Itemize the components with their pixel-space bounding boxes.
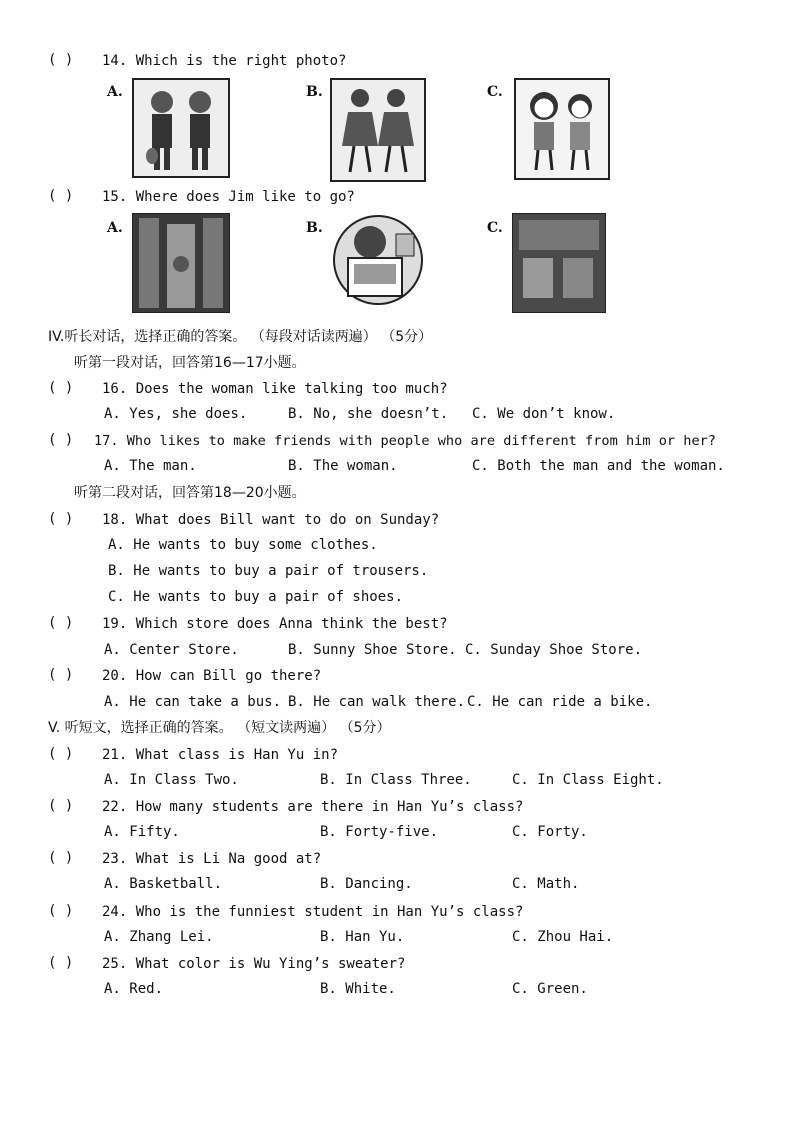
- boy-and-girl-icon: [516, 80, 608, 178]
- section-iv-part2: 听第二段对话，回答第18—20小题。: [74, 485, 306, 501]
- question-21-text: 21. What class is Han Yu in?: [102, 747, 339, 763]
- q23-option-a[interactable]: A. Basketball.: [104, 876, 223, 892]
- q16-option-c[interactable]: C. We don’t know.: [472, 406, 616, 422]
- q20-option-a[interactable]: A. He can take a bus.: [104, 694, 282, 710]
- answer-blank-23[interactable]: ( ): [48, 850, 74, 866]
- q22-option-a[interactable]: A. Fifty.: [104, 824, 180, 840]
- q22-option-b[interactable]: B. Forty-five.: [320, 824, 439, 840]
- bleed-through-text: [270, 100, 358, 116]
- answer-blank-15[interactable]: ( ): [48, 188, 74, 204]
- option-c-image[interactable]: [512, 213, 606, 313]
- question-14-text: 14. Which is the right photo?: [102, 53, 347, 69]
- q22-option-c[interactable]: C. Forty.: [512, 824, 588, 840]
- question-19-text: 19. Which store does Anna think the best?: [102, 616, 448, 632]
- q18-option-c[interactable]: C. He wants to buy a pair of shoes.: [108, 589, 404, 605]
- option-c-image[interactable]: [514, 78, 610, 180]
- option-a-label: A.: [107, 220, 123, 236]
- option-c-label: C.: [487, 84, 503, 100]
- option-b-image[interactable]: [330, 78, 426, 182]
- question-18-text: 18. What does Bill want to do on Sunday?: [102, 512, 440, 528]
- q17-option-b[interactable]: B. The woman.: [288, 458, 398, 474]
- answer-blank-21[interactable]: ( ): [48, 746, 74, 762]
- option-a-label: A.: [107, 84, 123, 100]
- option-b-label: B.: [306, 84, 323, 100]
- q24-option-b[interactable]: B. Han Yu.: [320, 929, 405, 945]
- q16-option-a[interactable]: A. Yes, she does.: [104, 406, 248, 422]
- q20-option-b[interactable]: B. He can walk there.: [288, 694, 466, 710]
- option-a-image[interactable]: [132, 78, 230, 178]
- q21-option-a[interactable]: A. In Class Two.: [104, 772, 239, 788]
- two-girls-icon: [332, 80, 424, 180]
- question-25-text: 25. What color is Wu Ying’s sweater?: [102, 956, 406, 972]
- answer-blank-19[interactable]: ( ): [48, 615, 74, 631]
- answer-blank-17[interactable]: ( ): [48, 432, 74, 448]
- answer-blank-14[interactable]: ( ): [48, 52, 74, 68]
- option-b-label: B.: [306, 220, 323, 236]
- section-v-title: V. 听短文，选择正确的答案。 （短文读两遍） （5分）: [48, 720, 391, 736]
- answer-blank-25[interactable]: ( ): [48, 955, 74, 971]
- library-shelves-icon: [133, 214, 229, 312]
- q17-option-c[interactable]: C. Both the man and the woman.: [472, 458, 725, 474]
- q25-option-a[interactable]: A. Red.: [104, 981, 164, 997]
- option-c-label: C.: [487, 220, 503, 236]
- computer-store-icon: [330, 212, 426, 308]
- q19-option-a[interactable]: A. Center Store.: [104, 642, 239, 658]
- q21-option-b[interactable]: B. In Class Three.: [320, 772, 472, 788]
- q20-option-c[interactable]: C. He can ride a bike.: [467, 694, 653, 710]
- answer-blank-22[interactable]: ( ): [48, 798, 74, 814]
- q24-option-c[interactable]: C. Zhou Hai.: [512, 929, 614, 945]
- q18-option-b[interactable]: B. He wants to buy a pair of trousers.: [108, 563, 429, 579]
- q16-option-b[interactable]: B. No, she doesn’t.: [288, 406, 449, 422]
- option-a-image[interactable]: [132, 213, 230, 313]
- question-20-text: 20. How can Bill go there?: [102, 668, 322, 684]
- answer-blank-18[interactable]: ( ): [48, 511, 74, 527]
- option-b-image[interactable]: [330, 212, 426, 308]
- section-iv-part1: 听第一段对话，回答第16—17小题。: [74, 355, 306, 371]
- question-15-text: 15. Where does Jim like to go?: [102, 189, 355, 205]
- question-22-text: 22. How many students are there in Han Yu’s class?: [102, 799, 524, 815]
- answer-blank-20[interactable]: ( ): [48, 667, 74, 683]
- question-17-text: 17. Who likes to make friends with people who are different from him or her?: [94, 433, 716, 449]
- q23-option-c[interactable]: C. Math.: [512, 876, 580, 892]
- q23-option-b[interactable]: B. Dancing.: [320, 876, 413, 892]
- q25-option-c[interactable]: C. Green.: [512, 981, 588, 997]
- question-16-text: 16. Does the woman like talking too much?: [102, 381, 448, 397]
- question-24-text: 24. Who is the funniest student in Han Yu’s class?: [102, 904, 524, 920]
- q18-option-a[interactable]: A. He wants to buy some clothes.: [108, 537, 378, 553]
- question-23-text: 23. What is Li Na good at?: [102, 851, 322, 867]
- answer-blank-16[interactable]: ( ): [48, 380, 74, 396]
- q21-option-c[interactable]: C. In Class Eight.: [512, 772, 664, 788]
- q19-option-c[interactable]: C. Sunday Shoe Store.: [465, 642, 643, 658]
- two-boys-icon: [134, 80, 228, 176]
- answer-blank-24[interactable]: ( ): [48, 903, 74, 919]
- q24-option-a[interactable]: A. Zhang Lei.: [104, 929, 214, 945]
- section-iv-title: IV.听长对话，选择正确的答案。 （每段对话读两遍） （5分）: [48, 329, 433, 345]
- q17-option-a[interactable]: A. The man.: [104, 458, 197, 474]
- bookstore-scene-icon: [513, 214, 605, 312]
- q19-option-b[interactable]: B. Sunny Shoe Store.: [288, 642, 457, 658]
- q25-option-b[interactable]: B. White.: [320, 981, 396, 997]
